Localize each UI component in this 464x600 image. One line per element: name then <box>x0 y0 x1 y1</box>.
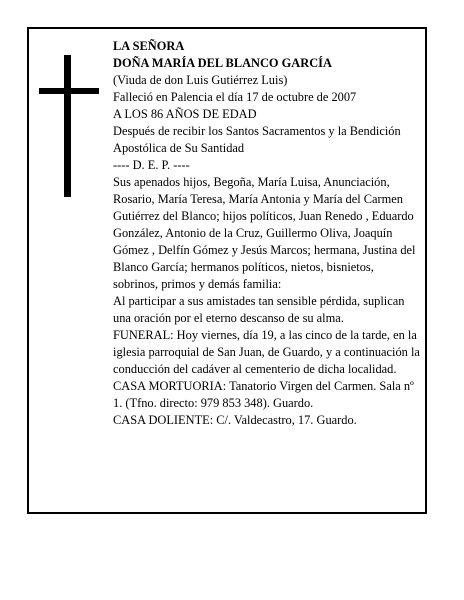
heading-title: LA SEÑORA <box>113 39 185 53</box>
latin-cross-icon <box>39 55 99 197</box>
sacraments-paragraph: Después de recibir los Santos Sacramentos y la Bendición Apostólica de Su Santidad <box>113 124 401 155</box>
cross-vertical-bar <box>64 55 71 197</box>
funeral-paragraph: FUNERAL: Hoy viernes, día 19, a las cinco de la tarde, en la iglesia parroquial de San Juan, de Guardo, y a continuación la conducción del cadáver al cementerio de dicha localidad. <box>113 328 420 376</box>
age-line: A LOS 86 AÑOS DE EDAD <box>113 107 257 121</box>
rip-line: ---- D. E. P. ---- <box>113 158 190 172</box>
obituary-text <box>113 38 421 429</box>
death-line: Falleció en Palencia el día 17 de octubre de 2007 <box>113 90 357 104</box>
request-paragraph: Al participar a sus amistades tan sensible pérdida, suplican una oración por el eterno descanso de su alma. <box>113 294 405 325</box>
casa-doliente-paragraph: CASA DOLIENTE: C/. Valdecastro, 17. Guardo. <box>113 413 357 427</box>
cross-horizontal-bar <box>39 88 99 94</box>
deceased-name: DOÑA MARÍA DEL BLANCO GARCÍA <box>113 56 332 70</box>
family-paragraph: Sus apenados hijos, Begoña, María Luisa, Anunciación, Rosario, María Teresa, María Antonia y María del Carmen Gutiérrez del Blanco; hijos políticos, Juan Renedo , Eduardo González, Antonio de la Cruz, Guillermo Oliva, Joaquín Gómez , Delfín Gómez y Jesús Marcos; hermana, Justina del Blanco García; hermanos políticos, nietos, bisnietos, sobrinos, primos y demás familia: <box>113 175 416 291</box>
widow-of-line: (Viuda de don Luis Gutiérrez Luis) <box>113 73 288 87</box>
casa-mortuoria-paragraph: CASA MORTUORIA: Tanatorio Virgen del Carmen. Sala nº 1. (Tfno. directo: 979 853 348). Guardo. <box>113 379 414 410</box>
